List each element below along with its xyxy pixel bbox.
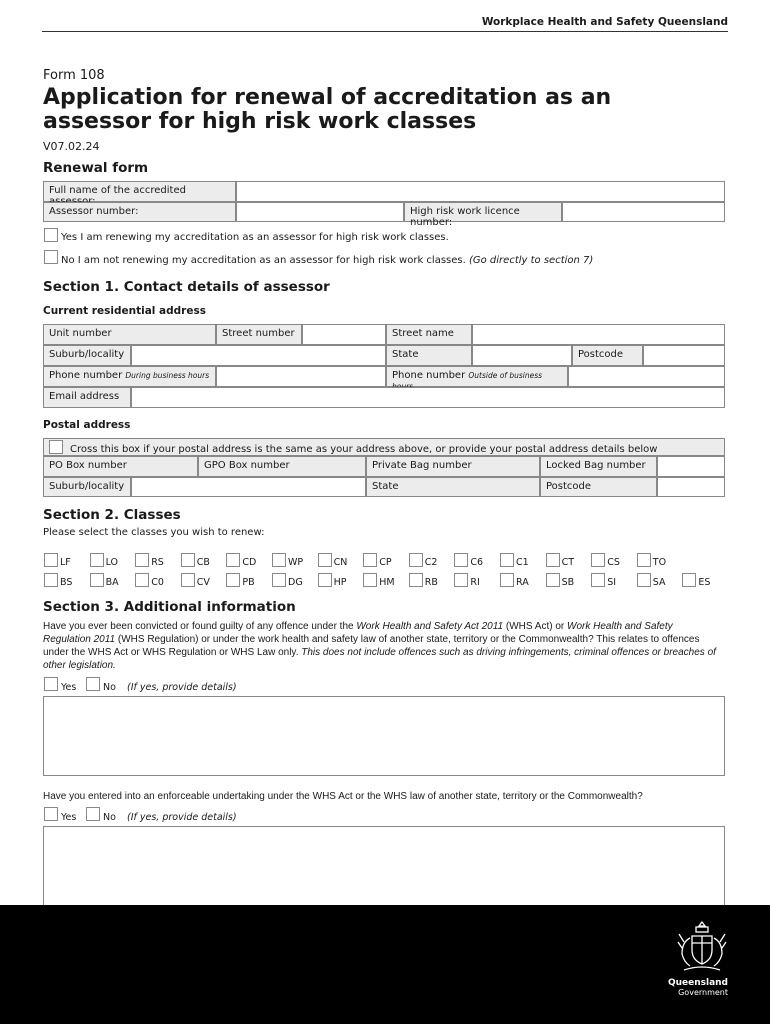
street-number-label: Street number bbox=[216, 324, 302, 345]
class-label-es: ES bbox=[698, 577, 711, 588]
phone-business-label: Phone number During business hours bbox=[43, 366, 216, 387]
class-label-lf: LF bbox=[60, 557, 71, 568]
form-number: Form 108 bbox=[43, 68, 105, 83]
assessor-number-label: Assessor number: bbox=[43, 202, 236, 222]
undertaking-yes-checkbox[interactable] bbox=[44, 807, 58, 821]
renewing-yes-label: Yes I am renewing my accreditation as an assessor for high risk work classes. bbox=[61, 232, 449, 243]
queensland-crest-icon bbox=[676, 918, 728, 976]
renewal-heading: Renewal form bbox=[43, 160, 149, 176]
class-label-ct: CT bbox=[561, 557, 575, 568]
postcode-label: Postcode bbox=[572, 345, 643, 366]
email-label: Email address bbox=[43, 387, 131, 408]
hrw-licence-label: High risk work licence number: bbox=[404, 202, 562, 222]
state-label: State bbox=[386, 345, 472, 366]
postal-postcode-label: Postcode bbox=[540, 477, 657, 497]
class-label-si: SI bbox=[607, 577, 617, 588]
class-label-cs: CS bbox=[607, 557, 620, 568]
class-checkbox-ba[interactable] bbox=[90, 573, 104, 587]
phone-business-note: During business hours bbox=[125, 371, 210, 380]
class-checkbox-sb[interactable] bbox=[546, 573, 560, 587]
classes-instruction: Please select the classes you wish to renew: bbox=[43, 527, 265, 538]
convicted-no-checkbox[interactable] bbox=[86, 677, 100, 691]
class-label-wp: WP bbox=[288, 557, 304, 568]
class-checkbox-lf[interactable] bbox=[44, 553, 58, 567]
po-box-label: PO Box number bbox=[43, 456, 198, 477]
undertaking-details-note: (If yes, provide details) bbox=[127, 812, 237, 823]
page-title: Application for renewal of accreditation as an assessor for high risk work classes bbox=[43, 85, 612, 134]
form-version: V07.02.24 bbox=[43, 140, 100, 153]
section3-heading: Section 3. Additional information bbox=[43, 599, 296, 615]
class-label-cb: CB bbox=[196, 557, 210, 568]
class-checkbox-rs[interactable] bbox=[135, 553, 149, 567]
private-bag-label: Private Bag number bbox=[366, 456, 540, 477]
undertaking-yes-label: Yes bbox=[61, 812, 77, 823]
class-label-cn: CN bbox=[333, 557, 348, 568]
class-checkbox-lo[interactable] bbox=[90, 553, 104, 567]
class-label-ba: BA bbox=[105, 577, 119, 588]
renewing-no-text: No I am not renewing my accreditation as an assessor for high risk work classes. (Go directly to section 7) bbox=[61, 255, 594, 266]
class-label-hp: HP bbox=[333, 577, 347, 588]
class-checkbox-c6[interactable] bbox=[454, 553, 468, 567]
class-label-rb: RB bbox=[424, 577, 438, 588]
class-checkbox-c2[interactable] bbox=[409, 553, 423, 567]
class-checkbox-bs[interactable] bbox=[44, 573, 58, 587]
qld-government-line1: Queensland bbox=[667, 978, 728, 988]
street-name-label: Street name bbox=[386, 324, 472, 345]
renewing-no-note: (Go directly to section 7) bbox=[468, 255, 594, 266]
renewing-no-checkbox[interactable] bbox=[44, 250, 58, 264]
class-checkbox-cd[interactable] bbox=[226, 553, 240, 567]
class-label-cv: CV bbox=[196, 577, 210, 588]
class-checkbox-rb[interactable] bbox=[409, 573, 423, 587]
class-label-bs: BS bbox=[60, 577, 73, 588]
renewing-yes-checkbox[interactable] bbox=[44, 228, 58, 242]
state-field[interactable] bbox=[472, 345, 572, 366]
class-label-sb: SB bbox=[561, 577, 575, 588]
class-label-cp: CP bbox=[379, 557, 392, 568]
class-label-c2: C2 bbox=[424, 557, 438, 568]
class-label-ri: RI bbox=[470, 577, 480, 588]
street-number-field[interactable] bbox=[302, 324, 386, 345]
class-label-c6: C6 bbox=[470, 557, 484, 568]
suburb-label: Suburb/locality bbox=[43, 345, 131, 366]
class-label-lo: LO bbox=[105, 557, 119, 568]
postal-state-label: State bbox=[366, 477, 540, 497]
class-checkbox-ri[interactable] bbox=[454, 573, 468, 587]
class-checkbox-c1[interactable] bbox=[500, 553, 514, 567]
phone-business-field[interactable] bbox=[216, 366, 386, 387]
class-label-sa: SA bbox=[652, 577, 666, 588]
class-label-hm: HM bbox=[379, 577, 395, 588]
class-checkbox-ra[interactable] bbox=[500, 573, 514, 587]
class-checkbox-hm[interactable] bbox=[363, 573, 377, 587]
phone-after-hours-field[interactable] bbox=[568, 366, 725, 387]
phone-after-hours-label: Phone number Outside of business bbox=[386, 366, 568, 387]
class-checkbox-si[interactable] bbox=[591, 573, 605, 587]
convicted-details-note: (If yes, provide details) bbox=[127, 682, 237, 693]
class-label-cd: CD bbox=[242, 557, 257, 568]
convicted-yes-label: Yes bbox=[61, 682, 77, 693]
street-name-field[interactable] bbox=[472, 324, 725, 345]
class-label-ra: RA bbox=[516, 577, 529, 588]
convicted-details-field[interactable] bbox=[43, 696, 725, 776]
section2-heading: Section 2. Classes bbox=[43, 507, 181, 523]
hrw-licence-field[interactable] bbox=[562, 202, 725, 222]
full-name-label: Full name of the accredited bbox=[43, 181, 236, 202]
postal-same-label: Cross this box if your postal address is the same as your address above, or provide your postal address details below bbox=[70, 444, 658, 455]
gpo-box-label: GPO Box number bbox=[198, 456, 366, 477]
undertaking-details-field[interactable] bbox=[43, 826, 725, 906]
class-checkbox-pb[interactable] bbox=[226, 573, 240, 587]
class-checkbox-cb[interactable] bbox=[181, 553, 195, 567]
class-checkbox-cs[interactable] bbox=[591, 553, 605, 567]
class-label-to: TO bbox=[652, 557, 667, 568]
section1-heading: Section 1. Contact details of assessor bbox=[43, 279, 330, 295]
class-label-pb: PB bbox=[242, 577, 255, 588]
locked-bag-field[interactable] bbox=[657, 456, 725, 477]
question-convicted: Have you ever been convicted or found guilty of any offence under the Work Health and Safety Act 2011 (WHS Act) or Work Health and Safety Regulation 2011 (WHS Regulation) or under the work health and safety law of another state, territory or the Commonwealth? This relates to offences under the WHS Act or WHS Regulation or WHS Law only. This does not include offences such as driving infringements, criminal offences or breaches of other legislation. bbox=[43, 621, 716, 671]
suburb-field[interactable] bbox=[131, 345, 386, 366]
class-label-dg: DG bbox=[288, 577, 303, 588]
class-checkbox-cv[interactable] bbox=[181, 573, 195, 587]
phone-after-hours-note: Outside of business bbox=[468, 371, 543, 380]
class-label-rs: RS bbox=[151, 557, 164, 568]
class-checkbox-dg[interactable] bbox=[272, 573, 286, 587]
postal-suburb-field[interactable] bbox=[131, 477, 366, 497]
convicted-yes-checkbox[interactable] bbox=[44, 677, 58, 691]
class-checkbox-sa[interactable] bbox=[637, 573, 651, 587]
class-label-c1: C1 bbox=[516, 557, 529, 568]
postal-heading: Postal address bbox=[43, 419, 131, 431]
class-checkbox-cn[interactable] bbox=[318, 553, 332, 567]
footer-bar bbox=[0, 905, 770, 1024]
postal-postcode-field[interactable] bbox=[657, 477, 725, 497]
residential-heading: Current residential address bbox=[43, 305, 206, 317]
class-checkbox-c0[interactable] bbox=[135, 573, 149, 587]
convicted-no-label: No bbox=[103, 682, 116, 693]
class-checkbox-wp[interactable] bbox=[272, 553, 286, 567]
class-label-c0: C0 bbox=[151, 577, 164, 588]
locked-bag-label: Locked Bag number bbox=[540, 456, 657, 477]
postal-suburb-label: Suburb/locality bbox=[43, 477, 131, 497]
postal-same-checkbox[interactable] bbox=[49, 440, 63, 454]
qld-government-line2: Government bbox=[678, 988, 728, 997]
class-checkbox-hp[interactable] bbox=[318, 573, 332, 587]
postcode-field[interactable] bbox=[643, 345, 725, 366]
assessor-number-field[interactable] bbox=[236, 202, 404, 222]
class-checkbox-es[interactable] bbox=[682, 573, 696, 587]
class-checkbox-cp[interactable] bbox=[363, 553, 377, 567]
undertaking-no-label: No bbox=[103, 812, 116, 823]
class-checkbox-to[interactable] bbox=[637, 553, 651, 567]
header-divider bbox=[42, 31, 728, 32]
question-undertaking: Have you entered into an enforceable undertaking under the WHS Act or the WHS law of another state, territory or the Commonwealth? bbox=[43, 791, 643, 802]
postal-same-row bbox=[43, 438, 725, 456]
header-org-name: Workplace Health and Safety Queensland bbox=[481, 16, 728, 28]
class-checkbox-ct[interactable] bbox=[546, 553, 560, 567]
email-field[interactable] bbox=[131, 387, 725, 408]
full-name-field[interactable] bbox=[236, 181, 725, 202]
undertaking-no-checkbox[interactable] bbox=[86, 807, 100, 821]
unit-number-label: Unit number bbox=[43, 324, 216, 345]
